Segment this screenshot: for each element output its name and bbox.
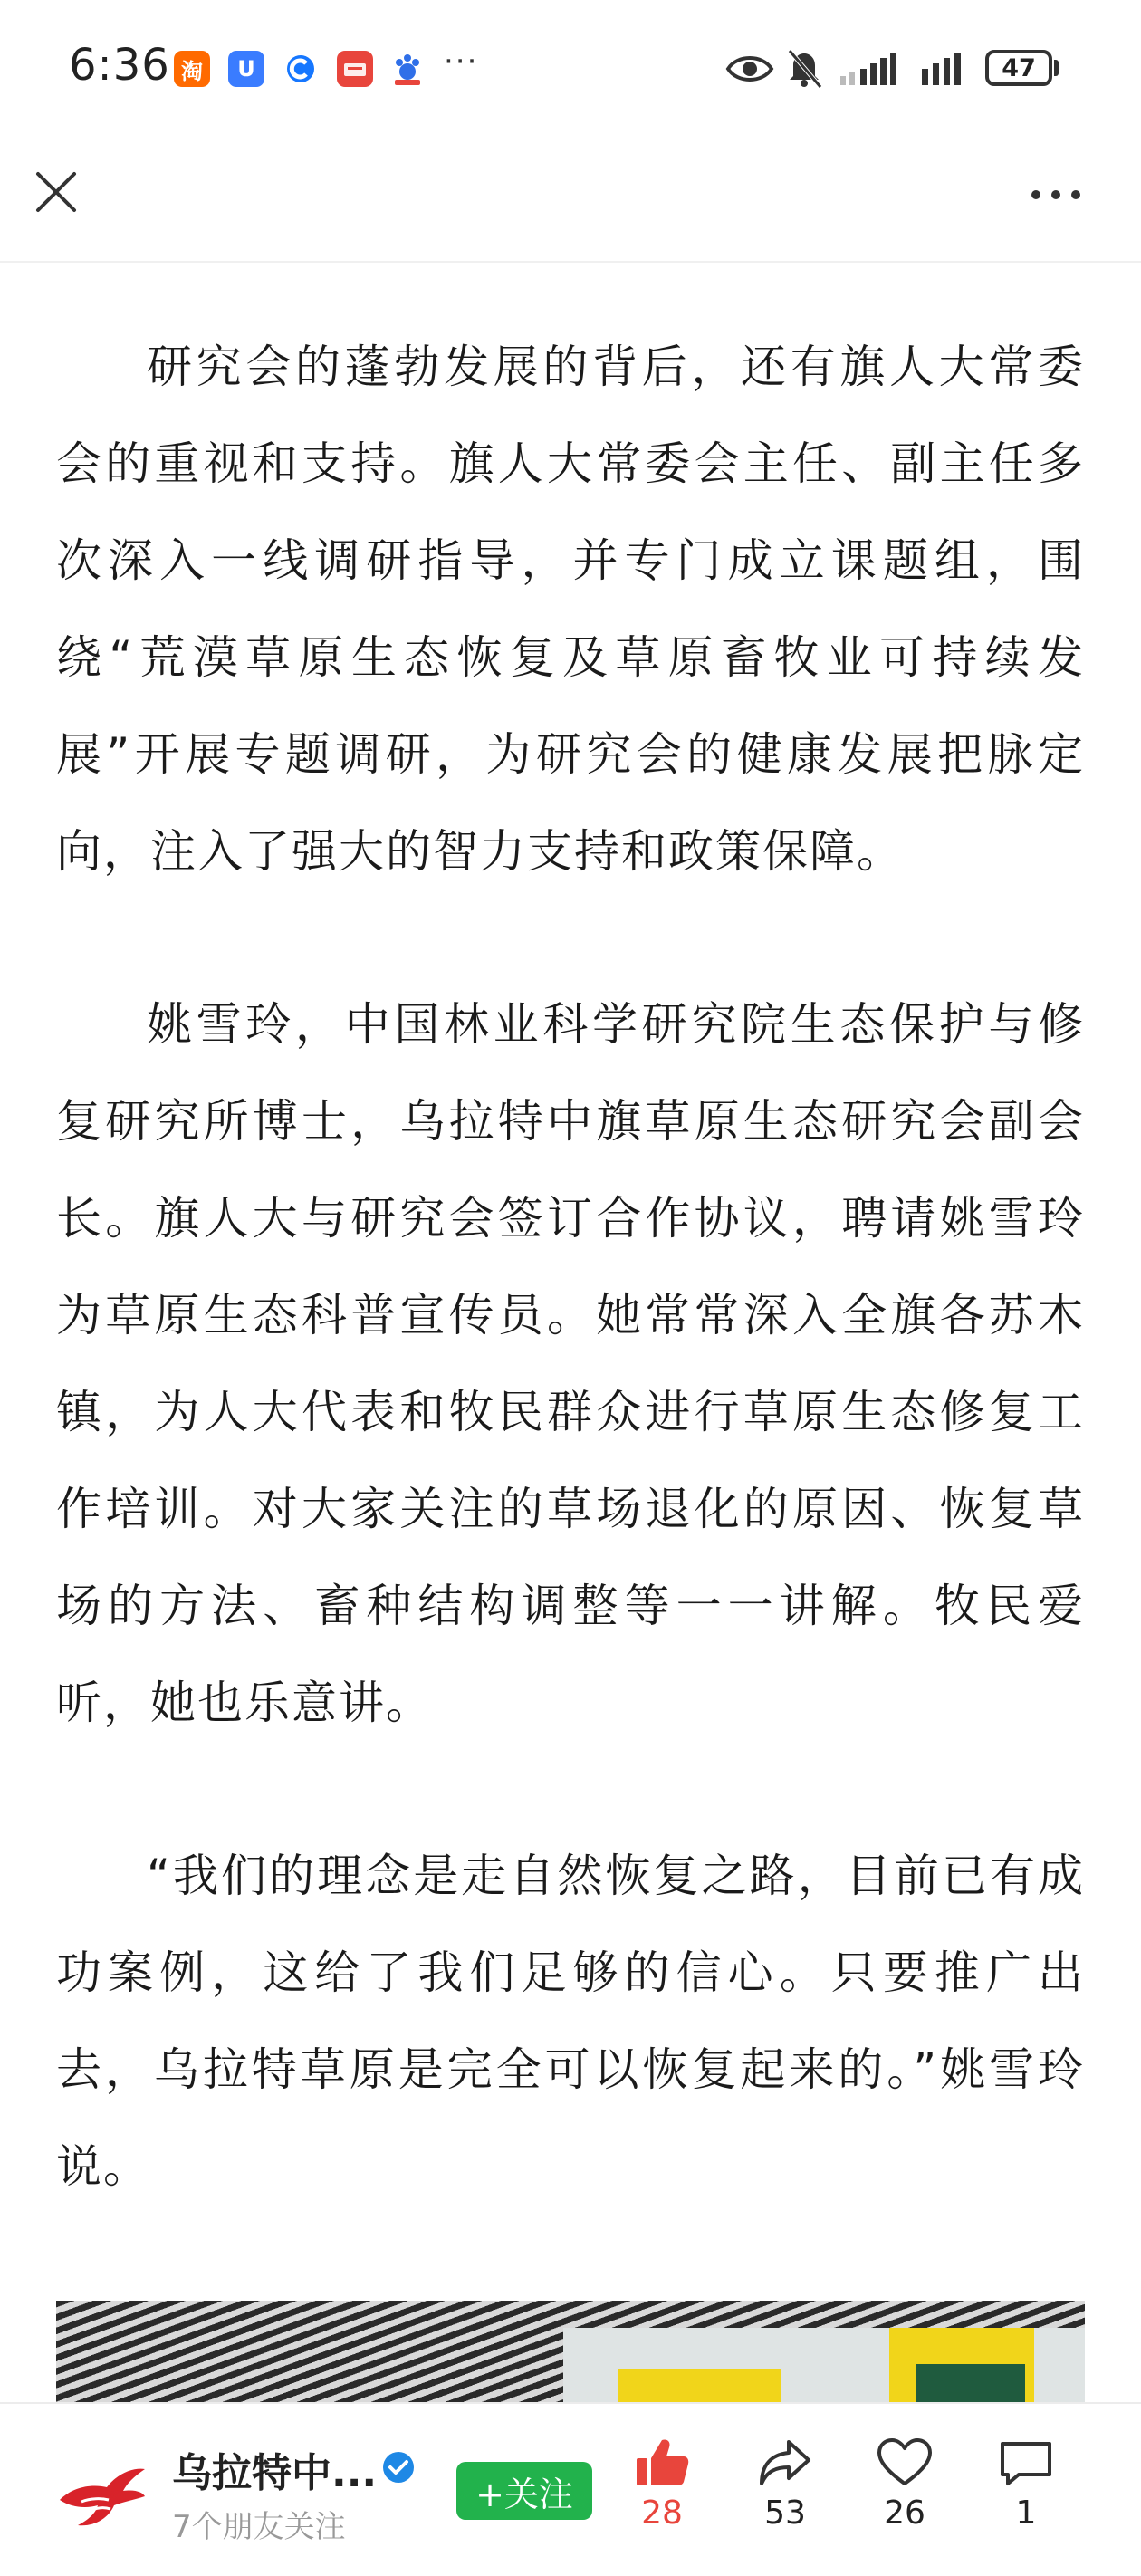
bottom-action-bar (0, 2402, 1141, 2576)
phoenix-logo-icon (54, 2460, 149, 2533)
close-button[interactable] (27, 163, 85, 221)
verified-icon (380, 2449, 417, 2489)
taobao-icon: 淘 (174, 51, 210, 87)
share-button[interactable] (735, 2437, 835, 2532)
share-count: 53 (764, 2494, 806, 2532)
status-time: 6:36 (69, 40, 170, 91)
shop-app-icon (337, 51, 373, 87)
favorite-button[interactable] (855, 2437, 954, 2532)
status-bar (0, 0, 1141, 136)
top-nav-bar (0, 136, 1141, 263)
article-paragraph: 研究会的蓬勃发展的背后，还有旗人大常委会的重视和支持。旗人大常委会主任、副主任多次深入一线调研指导，并专门成立课题组，围绕“荒漠草原生态恢复及草原畜牧业可持续发展”开展专题调研，为研究会的健康发展把脉定向，注入了强大的智力支持和政策保障。 (56, 341, 1085, 878)
article-paragraph: “我们的理念是走自然恢复之路，目前已有成功案例，这给了我们足够的信心。只要推广出去，乌拉特草原是完全可以恢复起来的。”姚雪玲说。 (56, 1850, 1085, 2193)
more-notifications-icon: ··· (444, 43, 479, 80)
thumbs-up-icon (633, 2437, 691, 2489)
u-app-icon: U (228, 51, 264, 87)
comment-button[interactable] (976, 2437, 1076, 2532)
account-avatar[interactable] (54, 2460, 149, 2533)
signal-strength-icon-2 (920, 51, 976, 91)
share-arrow-icon (756, 2437, 814, 2489)
like-button[interactable] (612, 2437, 712, 2532)
battery-tip (1054, 60, 1059, 76)
favorite-count: 26 (884, 2494, 925, 2532)
more-horizontal-icon (1023, 172, 1088, 217)
friends-following-count: 7个朋友关注 (172, 2509, 346, 2545)
c-app-icon (283, 51, 319, 87)
article-paragraph: 姚雪玲，中国林业科学研究院生态保护与修复研究所博士，乌拉特中旗草原生态研究会副会长。旗人大与研究会签订合作协议，聘请姚雪玲为草原生态科普宣传员。她常常深入全旗各苏木镇，为人大代表和牧民群众进行草原生态修复工作培训。对大家关注的草场退化的原因、恢复草场的方法、畜种结构调整等一一讲解。牧民爱听，她也乐意讲。 (56, 998, 1085, 1729)
mute-bell-icon (784, 47, 824, 92)
baidu-icon (389, 51, 426, 87)
eye-icon (724, 51, 775, 91)
comment-bubble-icon (997, 2437, 1055, 2489)
more-options-button[interactable] (1023, 172, 1088, 217)
battery-indicator: 47 (985, 50, 1052, 86)
comment-count: 1 (1015, 2494, 1037, 2532)
account-name[interactable]: 乌拉特中... (172, 2450, 378, 2496)
close-icon (27, 163, 85, 221)
heart-icon (876, 2437, 934, 2489)
article-image[interactable] (56, 2301, 1085, 2409)
follow-button[interactable]: +关注 (456, 2462, 592, 2520)
article-body (56, 319, 1085, 2216)
signal-strength-icon-1 (839, 51, 904, 91)
like-count: 28 (641, 2494, 683, 2532)
